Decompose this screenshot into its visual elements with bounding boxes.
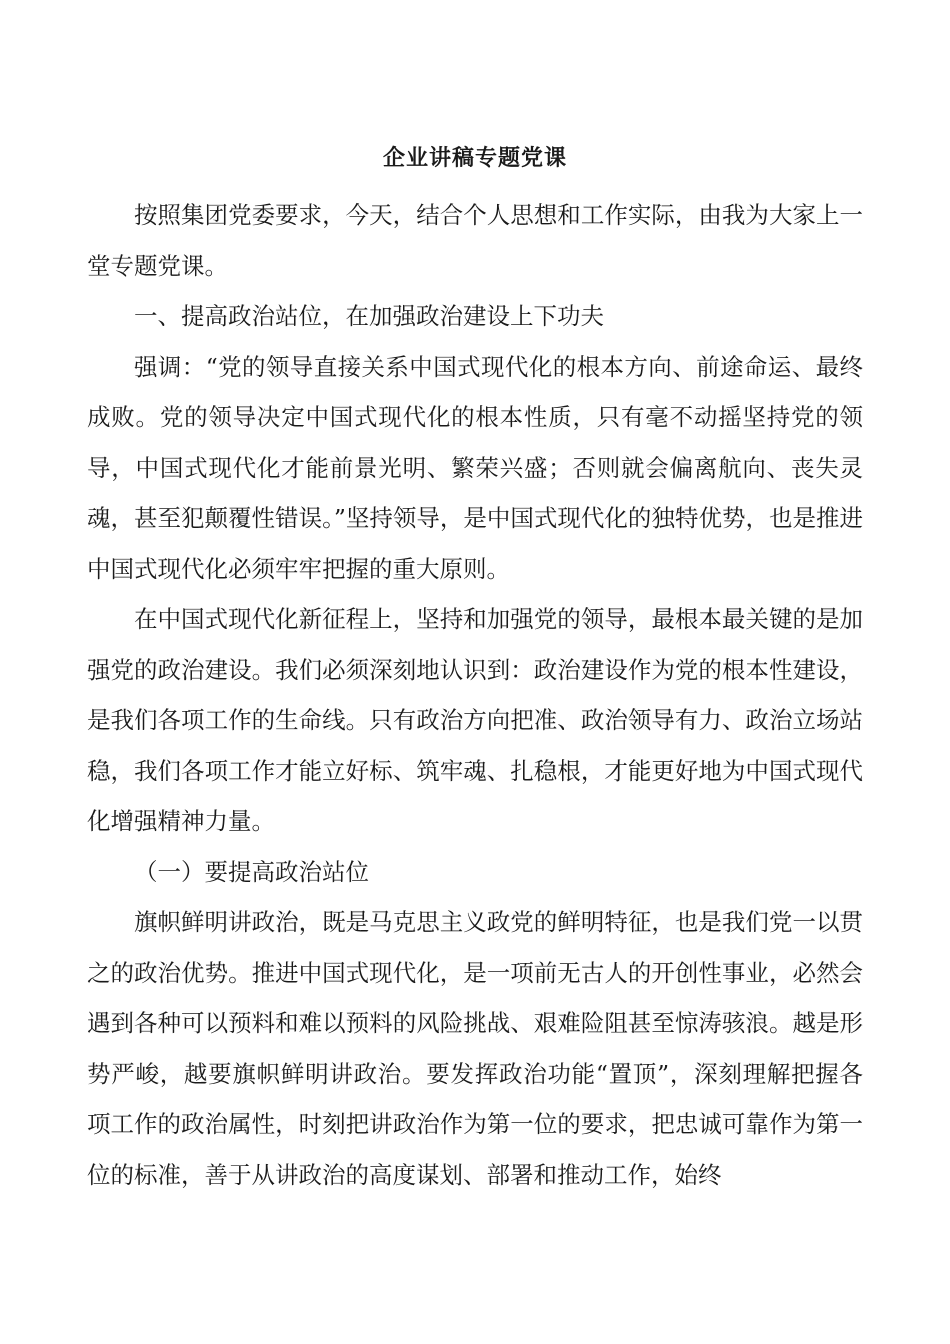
subsection-heading: （一）要提高政治站位 (134, 857, 369, 886)
document-title: 企业讲稿专题党课 (382, 145, 567, 171)
paragraph: 强调：“党的领导直接关系中国式现代化的根本方向、前途命运、最终成败。党的领导决定中国式现代化的根本性质，只有毫不动摇坚持党的领导，中国式现代化才能前景光明、繁荣兴盛；否则就会偏离航向、丧失灵魂，甚至犯颠覆性错误。”坚持领导，是中国式现代化的独特优势，也是推进中国式现代化必须牢牢把握的重大原则。 (87, 352, 863, 583)
paragraph: 按照集团党委要求，今天，结合个人思想和工作实际，由我为大家上一堂专题党课。 (87, 201, 863, 280)
paragraph: 旗帜鲜明讲政治，既是马克思主义政党的鲜明特征，也是我们党一以贯之的政治优势。推进中国式现代化，是一项前无古人的开创性事业，必然会遇到各种可以预料和难以预料的风险挑战、艰难险阻甚至惊涛骇浪。越是形势严峻，越要旗帜鲜明讲政治。要发挥政治功能“置顶”，深刻理解把握各项工作的政治属性，时刻把讲政治作为第一位的要求，把忠诚可靠作为第一位的标准，善于从讲政治的高度谋划、部署和推动工作，始终 (87, 908, 863, 1189)
document-body (87, 190, 863, 1200)
section-heading: 一、提高政治站位，在加强政治建设上下功夫 (134, 302, 604, 330)
paragraph: 在中国式现代化新征程上，坚持和加强党的领导，最根本最关键的是加强党的政治建设。我们必须深刻地认识到：政治建设作为党的根本性建设，是我们各项工作的生命线。只有政治方向把准、政治领导有力、政治立场站稳，我们各项工作才能立好标、筑牢魂、扎稳根，才能更好地为中国式现代化增强精神力量。 (87, 605, 863, 835)
